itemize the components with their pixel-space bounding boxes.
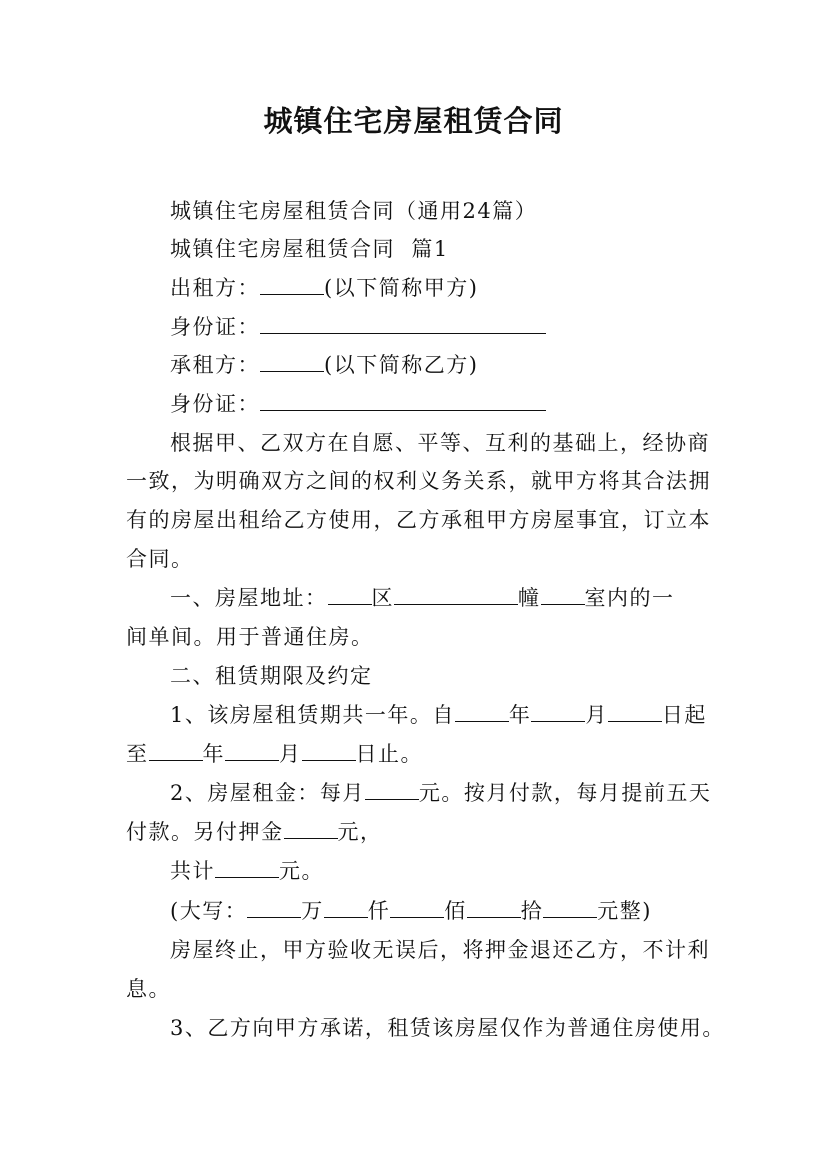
total-blank xyxy=(215,859,279,878)
lessee-name-blank xyxy=(260,353,324,372)
yuan-label: 元整) xyxy=(597,899,652,923)
qian-label: 仟 xyxy=(367,899,391,923)
qian-blank xyxy=(324,899,368,918)
district-blank xyxy=(328,586,372,605)
rent-line xyxy=(170,778,711,808)
building-label: 幢 xyxy=(518,586,541,610)
clause1-line xyxy=(170,583,675,613)
lessor-label: 出租方： xyxy=(170,276,260,300)
deposit-return-line: 息。 xyxy=(126,977,171,1001)
total-prefix: 共计 xyxy=(170,859,215,883)
wan-label: 万 xyxy=(301,899,324,923)
lessee-id-blank xyxy=(260,392,546,411)
yuan-blank xyxy=(543,899,597,918)
total-line xyxy=(170,856,324,886)
end-month-blank xyxy=(225,742,279,761)
shi-label: 拾 xyxy=(520,899,544,923)
bai-blank xyxy=(390,899,444,918)
rent-middle: 元。按月付款，每月提前五天 xyxy=(418,781,712,805)
document-title: 城镇住宅房屋租赁合同 xyxy=(263,104,564,138)
day-end-label: 日止。 xyxy=(355,742,423,766)
document-subtitle: 城镇住宅房屋租赁合同（通用24篇） xyxy=(170,199,538,223)
district-label: 区 xyxy=(371,586,394,610)
capital-amount-line xyxy=(170,896,652,926)
month-label: 月 xyxy=(585,703,608,727)
monthly-rent-blank xyxy=(365,781,419,800)
room-blank xyxy=(541,586,585,605)
deposit-prefix: 付款。另付押金 xyxy=(126,820,284,844)
term-line xyxy=(170,700,707,730)
year-label: 年 xyxy=(508,703,532,727)
deposit-blank xyxy=(284,820,338,839)
clause1-line2: 间单间。用于普通住房。 xyxy=(126,625,374,649)
end-year-blank xyxy=(149,742,203,761)
deposit-line xyxy=(126,817,383,847)
id-label: 身份证： xyxy=(170,315,260,339)
lessee-id-line xyxy=(170,389,546,419)
day-start-label: 日起 xyxy=(661,703,707,727)
preamble-line: 一致，为明确双方之间的权利义务关系，就甲方将其合法拥 xyxy=(126,469,711,493)
lessor-suffix: (以下简称甲方) xyxy=(324,276,479,300)
start-day-blank xyxy=(608,703,662,722)
month-label: 月 xyxy=(279,742,302,766)
room-label: 室内的一 xyxy=(584,586,675,610)
deposit-return-line: 房屋终止，甲方验收无误后，将押金退还乙方，不计利 xyxy=(170,938,710,962)
lessee-label: 承租方： xyxy=(170,353,260,377)
wan-blank xyxy=(247,899,301,918)
preamble-line: 根据甲、乙双方在自愿、平等、互利的基础上，经协商 xyxy=(170,431,710,455)
clause3-line: 3、乙方向甲方承诺，租赁该房屋仅作为普通住房使用。 xyxy=(170,1016,725,1040)
rent-prefix: 2、房屋租金：每月 xyxy=(170,781,365,805)
clause2-heading: 二、租赁期限及约定 xyxy=(170,664,373,688)
to-label: 至 xyxy=(126,742,149,766)
lessor-name-blank xyxy=(260,276,324,295)
lessee-suffix: (以下简称乙方) xyxy=(324,353,479,377)
lessee-line xyxy=(170,350,478,380)
deposit-suffix: 元， xyxy=(337,820,383,844)
term-line2 xyxy=(126,739,423,769)
preamble-line: 合同。 xyxy=(126,547,194,571)
total-suffix: 元。 xyxy=(279,859,324,883)
term-prefix: 1、该房屋租赁期共一年。自 xyxy=(170,703,455,727)
lessor-id-blank xyxy=(260,315,546,334)
start-year-blank xyxy=(455,703,509,722)
preamble-line: 有的房屋出租给乙方使用，乙方承租甲方房屋事宜，订立本 xyxy=(126,508,711,532)
end-day-blank xyxy=(302,742,356,761)
lessor-id-line xyxy=(170,312,546,342)
clause1-prefix: 一、房屋地址： xyxy=(170,586,328,610)
building-blank xyxy=(394,586,518,605)
capital-open: (大写： xyxy=(170,899,248,923)
bai-label: 佰 xyxy=(444,899,467,923)
start-month-blank xyxy=(531,703,585,722)
shi-blank xyxy=(467,899,521,918)
year-label: 年 xyxy=(202,742,225,766)
section-heading: 城镇住宅房屋租赁合同 篇1 xyxy=(170,237,449,261)
lessor-line xyxy=(170,273,478,303)
id-label: 身份证： xyxy=(170,392,260,416)
